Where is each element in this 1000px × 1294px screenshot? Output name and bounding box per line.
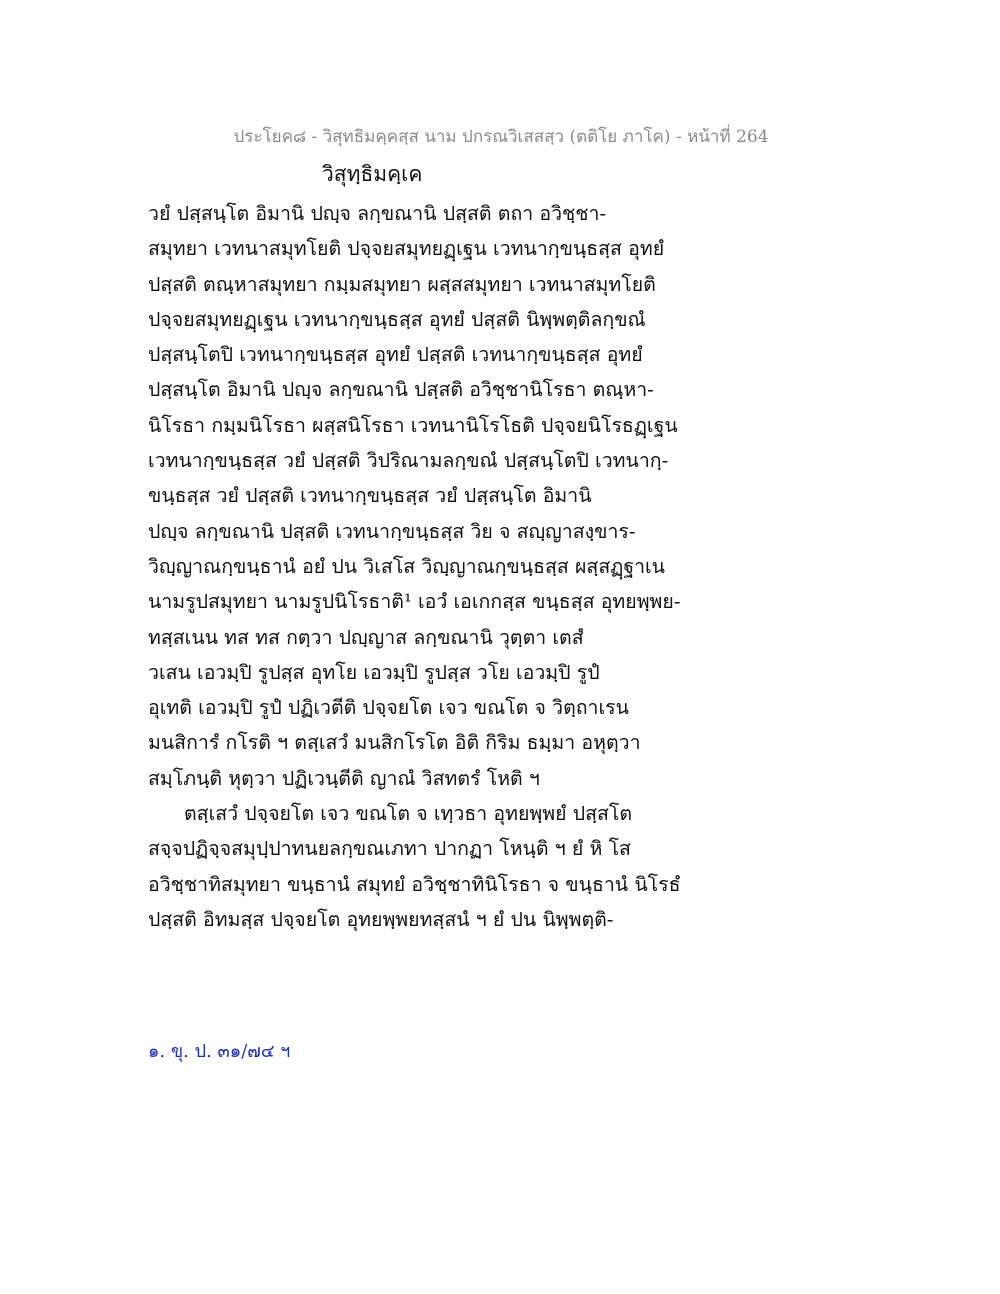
text-line: สมฺโภนฺติ หุตฺวา ปฏิเวนฺตีติ ญาณํ วิสทตรํ โหติ ฯ xyxy=(148,766,540,790)
footnote: ๑. ขุ. ป. ๓๑/๗๔ ฯ xyxy=(148,1041,291,1062)
text-line: สมุทยา เวทนาสมุทโยติ ปจฺจยสมุทยฏฺเฐน เวทนากฺขนฺธสฺส อุทยํ xyxy=(148,237,665,261)
paragraph-start-line: ตสฺเสวํ ปจฺจยโต เจว ขณโต จ เทฺวธา อุทยพฺพยํ ปสฺสโต xyxy=(184,802,633,826)
text-line: วเสน เอวมฺปิ รูปสฺส อุทโย เอวมฺปิ รูปสฺส วโย เอวมฺปิ รูปํ xyxy=(148,660,600,684)
text-line: อวิชฺชาทิสมุทยา ขนฺธานํ สมุทยํ อวิชฺชาทินิโรธา จ ขนฺธานํ นิโรธํ xyxy=(148,872,681,896)
text-line: ปสฺสนฺโต อิมานิ ปญฺจ ลกฺขณานิ ปสฺสติ อวิชฺชานิโรธา ตณฺหา- xyxy=(148,378,654,402)
section-title: วิสุทฺธิมคฺเค xyxy=(322,162,423,186)
text-line: มนสิการํ กโรติ ฯ ตสฺเสวํ มนสิกโรโต อิติ กิริม ธมฺมา อหุตฺวา xyxy=(148,731,641,755)
text-line: วิญฺญาณกฺขนฺธานํ อยํ ปน วิเสโส วิญฺญาณกฺขนฺธสฺส ผสฺสฏฺฐาเน xyxy=(148,554,666,578)
text-line: ปสฺสนฺโตปิ เวทนากฺขนฺธสฺส อุทยํ ปสฺสติ เวทนากฺขนฺธสฺส อุทยํ xyxy=(148,343,643,367)
text-line: สจฺจปฏิจฺจสมุปฺปาทนยลกฺขณเภทา ปากฏา โหนฺติ ฯ ยํ หิ โส xyxy=(148,837,631,861)
text-line: นามรูปสมุทยา นามรูปนิโรธาติ¹ เอวํ เอเกกสฺส ขนฺธสฺส อุทยพฺพย- xyxy=(148,590,681,614)
text-line: ขนฺธสฺส วยํ ปสฺสติ เวทนากฺขนฺธสฺส วยํ ปสฺสนฺโต อิมานิ xyxy=(148,484,592,508)
running-header: ประโยค๘ - วิสุทธิมคฺคสฺส นาม ปกรณวิเสสสฺว (ตติโย ภาโค) - หน้าที่ 264 xyxy=(233,127,769,147)
text-line: อุเทติ เอวมฺปิ รูปํ ปฏิเวตีติ ปจฺจยโต เจว ขณโต จ วิตฺถาเรน xyxy=(148,696,629,720)
text-line: ปญฺจ ลกฺขณานิ ปสฺสติ เวทนากฺขนฺธสฺส วิย จ สญฺญาสงฺขาร- xyxy=(148,519,636,543)
text-line: นิโรธา กมฺมนิโรธา ผสฺสนิโรธา เวทนานิโรโธติ ปจฺจยนิโรธฏฺเฐน xyxy=(148,413,678,437)
text-line: ปสฺสติ อิทมสฺส ปจฺจยโต อุทยพฺพยทสฺสนํ ฯ ยํ ปน นิพฺพตฺติ- xyxy=(148,907,614,931)
text-line: ปสฺสติ ตณฺหาสมุทยา กมฺมสมุทยา ผสฺสสมุทยา เวทนาสมุทโยติ xyxy=(148,272,656,296)
text-line: ปจฺจยสมุทยฏฺเฐน เวทนากฺขนฺธสฺส อุทยํ ปสฺสติ นิพฺพตฺติลกฺขณํ xyxy=(148,307,646,331)
text-line: เวทนากฺขนฺธสฺส วยํ ปสฺสติ วิปริณามลกฺขณํ ปสฺสนฺโตปิ เวทนากฺ- xyxy=(148,449,669,473)
text-line: วยํ ปสฺสนฺโต อิมานิ ปญฺจ ลกฺขณานิ ปสฺสติ ตถา อวิชฺชา- xyxy=(148,202,607,225)
text-line: ทสฺสเนน ทส ทส กตฺวา ปญฺญาส ลกฺขณานิ วุตฺตา เตสํ xyxy=(148,625,584,649)
body-text xyxy=(148,196,708,937)
